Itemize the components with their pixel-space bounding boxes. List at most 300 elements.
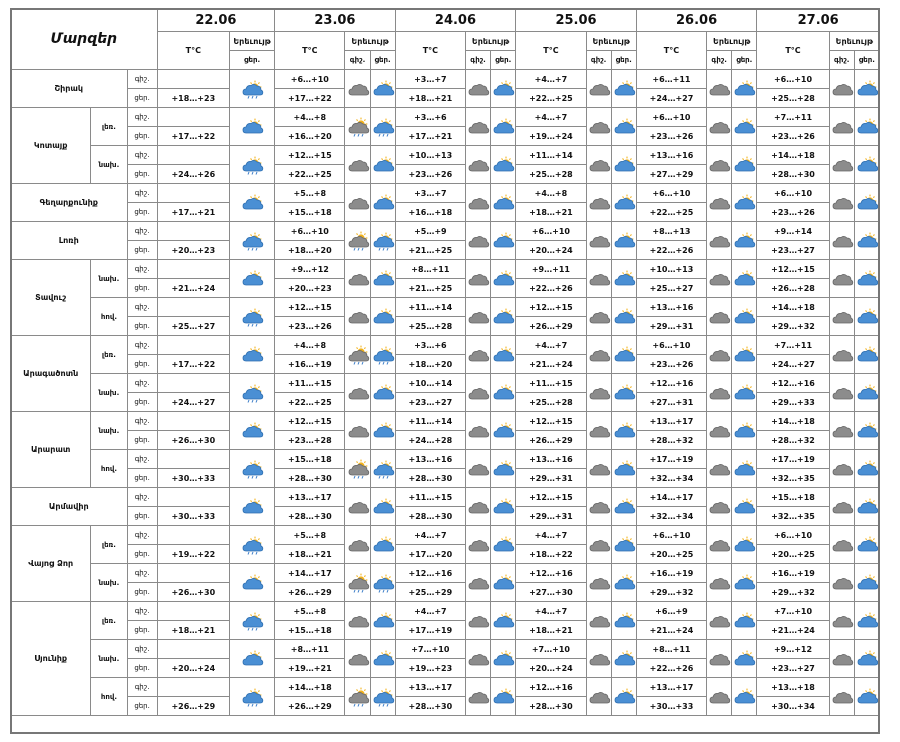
time-of-day-label: գիշ.: [127, 374, 157, 393]
temperature-range: +12…+15: [757, 260, 829, 279]
sun-cloud-icon: [370, 526, 395, 564]
sun-cloud-icon: [491, 412, 516, 450]
temperature-range: +6…+10: [636, 336, 706, 355]
temperature-range: +29…+31: [636, 317, 706, 336]
date-header: 26.06: [636, 9, 757, 32]
temperature-range: +28…+30: [275, 507, 345, 526]
temperature-range: +5…+8: [275, 184, 345, 203]
temperature-range: +13…+16: [516, 450, 586, 469]
temperature-range: +29…+32: [636, 583, 706, 602]
zone-label: նախ.: [91, 564, 127, 602]
sun-cloud-icon: [229, 450, 274, 488]
zone-label: նախ.: [91, 146, 127, 184]
zone-label: նախ.: [91, 260, 127, 298]
temperature-range: +15…+18: [275, 621, 345, 640]
sun-cloud-rain-icon: [370, 564, 395, 602]
sun-cloud-icon: [611, 526, 636, 564]
sun-cloud-icon: [732, 184, 757, 222]
sun-cloud-icon: [491, 678, 516, 716]
temperature-range: +6…+11: [636, 70, 706, 89]
forecast-row: [11, 146, 880, 165]
day-header: ցեր.: [491, 51, 516, 70]
region-name: Արմավիր: [11, 488, 128, 526]
temperature-range: +25…+28: [516, 393, 586, 412]
sun-cloud-icon: [370, 488, 395, 526]
sun-cloud-icon: [491, 108, 516, 146]
cloud-icon: [586, 222, 611, 260]
sun-cloud-icon: [611, 450, 636, 488]
time-of-day-label: ցեր.: [127, 355, 157, 374]
temperature-range: [157, 412, 229, 431]
temperature-range: +15…+18: [757, 488, 829, 507]
sun-cloud-icon: [229, 374, 274, 412]
forecast-table: [10, 8, 880, 716]
sun-cloud-icon: [611, 70, 636, 108]
sun-cloud-icon: [229, 108, 274, 146]
sun-cloud-icon: [611, 336, 636, 374]
temperature-range: +4…+7: [395, 602, 465, 621]
temperature-range: +17…+19: [757, 450, 829, 469]
time-of-day-label: ցեր.: [127, 279, 157, 298]
sun-cloud-icon: [370, 412, 395, 450]
day-header: ցեր.: [854, 51, 879, 70]
cloud-icon: [829, 260, 854, 298]
cloud-icon: [466, 298, 491, 336]
cloud-icon: [466, 184, 491, 222]
temperature-range: +32…+34: [636, 507, 706, 526]
cloud-icon: [707, 70, 732, 108]
temperature-range: +14…+18: [757, 412, 829, 431]
temperature-range: +18…+23: [157, 89, 229, 108]
sun-cloud-icon: [229, 222, 274, 260]
cloud-icon: [466, 602, 491, 640]
temperature-range: +6…+10: [516, 222, 586, 241]
temperature-range: +17…+20: [395, 545, 465, 564]
temperature-range: +24…+26: [157, 165, 229, 184]
temperature-range: +6…+10: [757, 184, 829, 203]
temperature-range: +25…+28: [757, 89, 829, 108]
temperature-range: +6…+10: [275, 222, 345, 241]
date-header: 27.06: [757, 9, 880, 32]
temperature-range: +14…+18: [275, 678, 345, 697]
time-of-day-label: ցեր.: [127, 469, 157, 488]
temperature-range: +20…+25: [757, 545, 829, 564]
temperature-range: +10…+13: [395, 146, 465, 165]
sun-cloud-icon: [229, 526, 274, 564]
sun-cloud-icon: [854, 70, 879, 108]
temperature-range: +6…+10: [636, 184, 706, 203]
temperature-range: +29…+32: [757, 583, 829, 602]
temperature-range: +4…+7: [516, 70, 586, 89]
temperature-range: +14…+18: [757, 298, 829, 317]
temperature-range: +28…+30: [275, 469, 345, 488]
time-of-day-label: ցեր.: [127, 165, 157, 184]
cloud-icon: [829, 222, 854, 260]
sun-cloud-icon: [491, 602, 516, 640]
temp-header: T°C: [516, 32, 586, 70]
temperature-range: +19…+22: [157, 545, 229, 564]
temperature-range: +27…+31: [636, 393, 706, 412]
sun-cloud-icon: [854, 260, 879, 298]
forecast-row: [11, 336, 880, 355]
temperature-range: +17…+22: [157, 355, 229, 374]
temperature-range: +28…+30: [395, 469, 465, 488]
cloud-rain-icon: [345, 564, 370, 602]
temperature-range: +16…+20: [275, 127, 345, 146]
day-header: ցեր.: [732, 51, 757, 70]
forecast-body: [11, 70, 880, 716]
cloud-icon: [466, 146, 491, 184]
sun-cloud-icon: [854, 678, 879, 716]
sun-cloud-icon: [229, 146, 274, 184]
cloud-icon: [466, 374, 491, 412]
zone-label: հով.: [91, 678, 127, 716]
time-of-day-label: գիշ.: [127, 70, 157, 89]
cloud-icon: [586, 70, 611, 108]
sun-cloud-icon: [732, 450, 757, 488]
temperature-range: +20…+24: [157, 659, 229, 678]
night-header: գիշ.: [345, 51, 370, 70]
cloud-icon: [707, 374, 732, 412]
sun-cloud-icon: [732, 564, 757, 602]
temperature-range: +30…+33: [157, 507, 229, 526]
temperature-range: +23…+27: [395, 393, 465, 412]
temperature-range: +29…+31: [516, 507, 586, 526]
cloud-icon: [707, 222, 732, 260]
temperature-range: +5…+8: [275, 526, 345, 545]
time-of-day-label: ցեր.: [127, 317, 157, 336]
forecast-row: [11, 488, 880, 507]
forecast-row: [11, 70, 880, 89]
sun-cloud-icon: [370, 184, 395, 222]
time-of-day-label: ցեր.: [127, 545, 157, 564]
region-name: Սյունիք: [11, 602, 91, 716]
time-of-day-label: գիշ.: [127, 450, 157, 469]
temperature-range: +9…+12: [757, 640, 829, 659]
temperature-range: +17…+21: [157, 203, 229, 222]
temperature-range: +13…+16: [395, 450, 465, 469]
temperature-range: +30…+33: [636, 697, 706, 716]
temperature-range: +26…+29: [516, 431, 586, 450]
sun-cloud-icon: [854, 298, 879, 336]
temperature-range: +12…+16: [636, 374, 706, 393]
cloud-icon: [466, 564, 491, 602]
cloud-icon: [707, 260, 732, 298]
cloud-icon: [466, 70, 491, 108]
temperature-range: +30…+34: [757, 697, 829, 716]
sun-cloud-icon: [732, 640, 757, 678]
temperature-range: +12…+15: [275, 146, 345, 165]
cloud-icon: [586, 108, 611, 146]
cloud-rain-icon: [345, 336, 370, 374]
temperature-range: +23…+28: [275, 431, 345, 450]
sun-cloud-icon: [854, 640, 879, 678]
phenomenon-header: Երեւույթ: [586, 32, 636, 51]
sun-cloud-icon: [229, 336, 274, 374]
temperature-range: [157, 70, 229, 89]
forecast-row: [11, 374, 880, 393]
zone-label: լեռ.: [91, 108, 127, 146]
region-name: Շիրակ: [11, 70, 128, 108]
time-of-day-label: ցեր.: [127, 507, 157, 526]
sun-cloud-icon: [491, 146, 516, 184]
temperature-range: [157, 678, 229, 697]
forecast-row: [11, 640, 880, 659]
sun-cloud-icon: [491, 564, 516, 602]
cloud-icon: [586, 184, 611, 222]
temperature-range: +24…+27: [757, 355, 829, 374]
sun-cloud-icon: [491, 70, 516, 108]
temperature-range: +26…+29: [275, 583, 345, 602]
temperature-range: [157, 298, 229, 317]
sun-cloud-icon: [229, 640, 274, 678]
sun-cloud-icon: [732, 70, 757, 108]
cloud-icon: [586, 412, 611, 450]
cloud-icon: [707, 678, 732, 716]
cloud-icon: [829, 108, 854, 146]
forecast-row: [11, 602, 880, 621]
sun-cloud-icon: [854, 450, 879, 488]
phenomenon-header: Երեւույթ: [229, 32, 274, 51]
temperature-range: +28…+30: [395, 697, 465, 716]
temperature-range: +17…+22: [275, 89, 345, 108]
temperature-range: +28…+30: [395, 507, 465, 526]
cloud-icon: [707, 146, 732, 184]
sun-cloud-icon: [732, 602, 757, 640]
temperature-range: +18…+21: [395, 89, 465, 108]
forecast-row: [11, 260, 880, 279]
cloud-rain-icon: [345, 678, 370, 716]
temperature-range: +11…+14: [395, 412, 465, 431]
sun-cloud-icon: [854, 412, 879, 450]
temperature-range: +22…+25: [516, 89, 586, 108]
night-header: գիշ.: [586, 51, 611, 70]
cloud-icon: [345, 184, 370, 222]
cloud-icon: [586, 336, 611, 374]
region-name: Արագածոտն: [11, 336, 91, 412]
sun-cloud-icon: [611, 602, 636, 640]
sun-cloud-icon: [854, 146, 879, 184]
temperature-range: +27…+29: [636, 165, 706, 184]
cloud-rain-icon: [345, 222, 370, 260]
temp-header: T°C: [157, 32, 229, 70]
cloud-icon: [345, 488, 370, 526]
cloud-icon: [829, 678, 854, 716]
sun-cloud-icon: [370, 146, 395, 184]
temperature-range: +25…+28: [395, 317, 465, 336]
cloud-icon: [586, 146, 611, 184]
temperature-range: +22…+26: [636, 241, 706, 260]
sun-cloud-rain-icon: [370, 678, 395, 716]
temperature-range: +23…+26: [636, 355, 706, 374]
zone-label: լեռ.: [91, 336, 127, 374]
temperature-range: +29…+32: [757, 317, 829, 336]
sun-cloud-icon: [611, 146, 636, 184]
cloud-icon: [829, 488, 854, 526]
temperature-range: +23…+26: [757, 203, 829, 222]
temperature-range: +13…+17: [636, 412, 706, 431]
temperature-range: +25…+27: [157, 317, 229, 336]
region-name: Գեղարքունիք: [11, 184, 128, 222]
temperature-range: [157, 222, 229, 241]
sun-cloud-icon: [611, 260, 636, 298]
temperature-range: +23…+26: [395, 165, 465, 184]
forecast-row: [11, 678, 880, 697]
forecast-row: [11, 184, 880, 203]
zone-label: լեռ.: [91, 526, 127, 564]
time-of-day-label: գիշ.: [127, 526, 157, 545]
temperature-range: +24…+27: [636, 89, 706, 108]
zone-label: հով.: [91, 298, 127, 336]
time-of-day-label: գիշ.: [127, 602, 157, 621]
cloud-icon: [345, 602, 370, 640]
cloud-icon: [707, 298, 732, 336]
time-of-day-label: ցեր.: [127, 621, 157, 640]
temperature-range: +8…+11: [395, 260, 465, 279]
temperature-range: +15…+18: [275, 450, 345, 469]
temperature-range: +10…+14: [395, 374, 465, 393]
sun-cloud-icon: [491, 450, 516, 488]
temperature-range: +13…+16: [636, 298, 706, 317]
phenomenon-header: Երեւույթ: [707, 32, 757, 51]
temperature-range: +25…+28: [516, 165, 586, 184]
temperature-range: +22…+26: [636, 659, 706, 678]
sun-cloud-icon: [491, 184, 516, 222]
time-of-day-label: ցեր.: [127, 659, 157, 678]
temperature-range: +8…+11: [636, 640, 706, 659]
region-name: Վայոց Ձոր: [11, 526, 91, 602]
sun-cloud-icon: [732, 298, 757, 336]
sun-cloud-rain-icon: [370, 336, 395, 374]
sun-cloud-icon: [229, 678, 274, 716]
sun-cloud-icon: [611, 564, 636, 602]
temperature-range: +10…+13: [636, 260, 706, 279]
temperature-range: +11…+14: [395, 298, 465, 317]
cloud-rain-icon: [345, 108, 370, 146]
temperature-range: +16…+19: [757, 564, 829, 583]
cloud-icon: [586, 260, 611, 298]
sun-cloud-icon: [229, 298, 274, 336]
forecast-row: [11, 526, 880, 545]
time-of-day-label: գիշ.: [127, 184, 157, 203]
temperature-range: +23…+26: [275, 317, 345, 336]
sun-cloud-icon: [854, 184, 879, 222]
temperature-range: +12…+16: [516, 678, 586, 697]
zone-label: նախ.: [91, 374, 127, 412]
cloud-icon: [345, 640, 370, 678]
sun-cloud-icon: [611, 298, 636, 336]
zone-label: հով.: [91, 450, 127, 488]
temperature-range: +17…+22: [157, 127, 229, 146]
cloud-icon: [707, 526, 732, 564]
time-of-day-label: ցեր.: [127, 583, 157, 602]
temperature-range: +18…+21: [516, 203, 586, 222]
cloud-icon: [707, 488, 732, 526]
temperature-range: +17…+21: [395, 127, 465, 146]
temperature-range: +28…+30: [757, 165, 829, 184]
sun-cloud-icon: [491, 488, 516, 526]
temperature-range: +25…+27: [636, 279, 706, 298]
phenomenon-header: Երեւույթ: [345, 32, 395, 51]
time-of-day-label: գիշ.: [127, 336, 157, 355]
temperature-range: +9…+12: [275, 260, 345, 279]
sun-cloud-icon: [732, 488, 757, 526]
temperature-range: +4…+7: [395, 526, 465, 545]
sun-cloud-icon: [370, 602, 395, 640]
temperature-range: +29…+31: [516, 469, 586, 488]
temperature-range: +5…+9: [395, 222, 465, 241]
temperature-range: +32…+35: [757, 469, 829, 488]
temperature-range: +3…+7: [395, 184, 465, 203]
temperature-range: [157, 564, 229, 583]
cloud-icon: [707, 412, 732, 450]
sun-cloud-icon: [491, 526, 516, 564]
cloud-icon: [586, 678, 611, 716]
temperature-range: +13…+18: [757, 678, 829, 697]
temperature-range: +14…+17: [636, 488, 706, 507]
time-of-day-label: գիշ.: [127, 222, 157, 241]
temperature-range: +13…+17: [395, 678, 465, 697]
cloud-icon: [345, 70, 370, 108]
temperature-range: +8…+11: [275, 640, 345, 659]
temperature-range: +6…+9: [636, 602, 706, 621]
sun-cloud-icon: [732, 222, 757, 260]
cloud-icon: [829, 602, 854, 640]
time-of-day-label: ցեր.: [127, 431, 157, 450]
temperature-range: +26…+30: [157, 431, 229, 450]
temperature-range: +6…+10: [757, 526, 829, 545]
temperature-range: +23…+27: [757, 241, 829, 260]
sun-cloud-icon: [611, 678, 636, 716]
sun-cloud-icon: [491, 222, 516, 260]
temperature-range: +9…+11: [516, 260, 586, 279]
temperature-range: [157, 108, 229, 127]
cloud-icon: [707, 184, 732, 222]
temperature-range: +21…+24: [757, 621, 829, 640]
sun-cloud-icon: [732, 412, 757, 450]
sun-cloud-icon: [491, 336, 516, 374]
temperature-range: +21…+25: [395, 241, 465, 260]
temperature-range: +26…+30: [157, 583, 229, 602]
sun-cloud-icon: [732, 678, 757, 716]
sun-cloud-icon: [491, 374, 516, 412]
sun-cloud-icon: [854, 488, 879, 526]
time-of-day-label: գիշ.: [127, 678, 157, 697]
temperature-range: +12…+16: [516, 564, 586, 583]
temperature-range: +18…+20: [275, 241, 345, 260]
sun-cloud-rain-icon: [370, 450, 395, 488]
time-of-day-label: գիշ.: [127, 108, 157, 127]
temperature-range: +13…+17: [275, 488, 345, 507]
temperature-range: +19…+23: [395, 659, 465, 678]
temperature-range: +11…+15: [275, 374, 345, 393]
temperature-range: +24…+28: [395, 431, 465, 450]
cloud-icon: [586, 564, 611, 602]
temperature-range: +20…+23: [275, 279, 345, 298]
day-header: ցեր.: [229, 51, 274, 70]
cloud-rain-icon: [345, 450, 370, 488]
sun-cloud-icon: [854, 564, 879, 602]
zone-label: նախ.: [91, 412, 127, 450]
temperature-range: +7…+10: [395, 640, 465, 659]
temperature-range: +12…+15: [516, 412, 586, 431]
temperature-range: [157, 184, 229, 203]
sun-cloud-icon: [370, 640, 395, 678]
date-header: 24.06: [395, 9, 516, 32]
temperature-range: +18…+21: [275, 545, 345, 564]
cloud-icon: [466, 412, 491, 450]
phenomenon-header: Երեւույթ: [466, 32, 516, 51]
